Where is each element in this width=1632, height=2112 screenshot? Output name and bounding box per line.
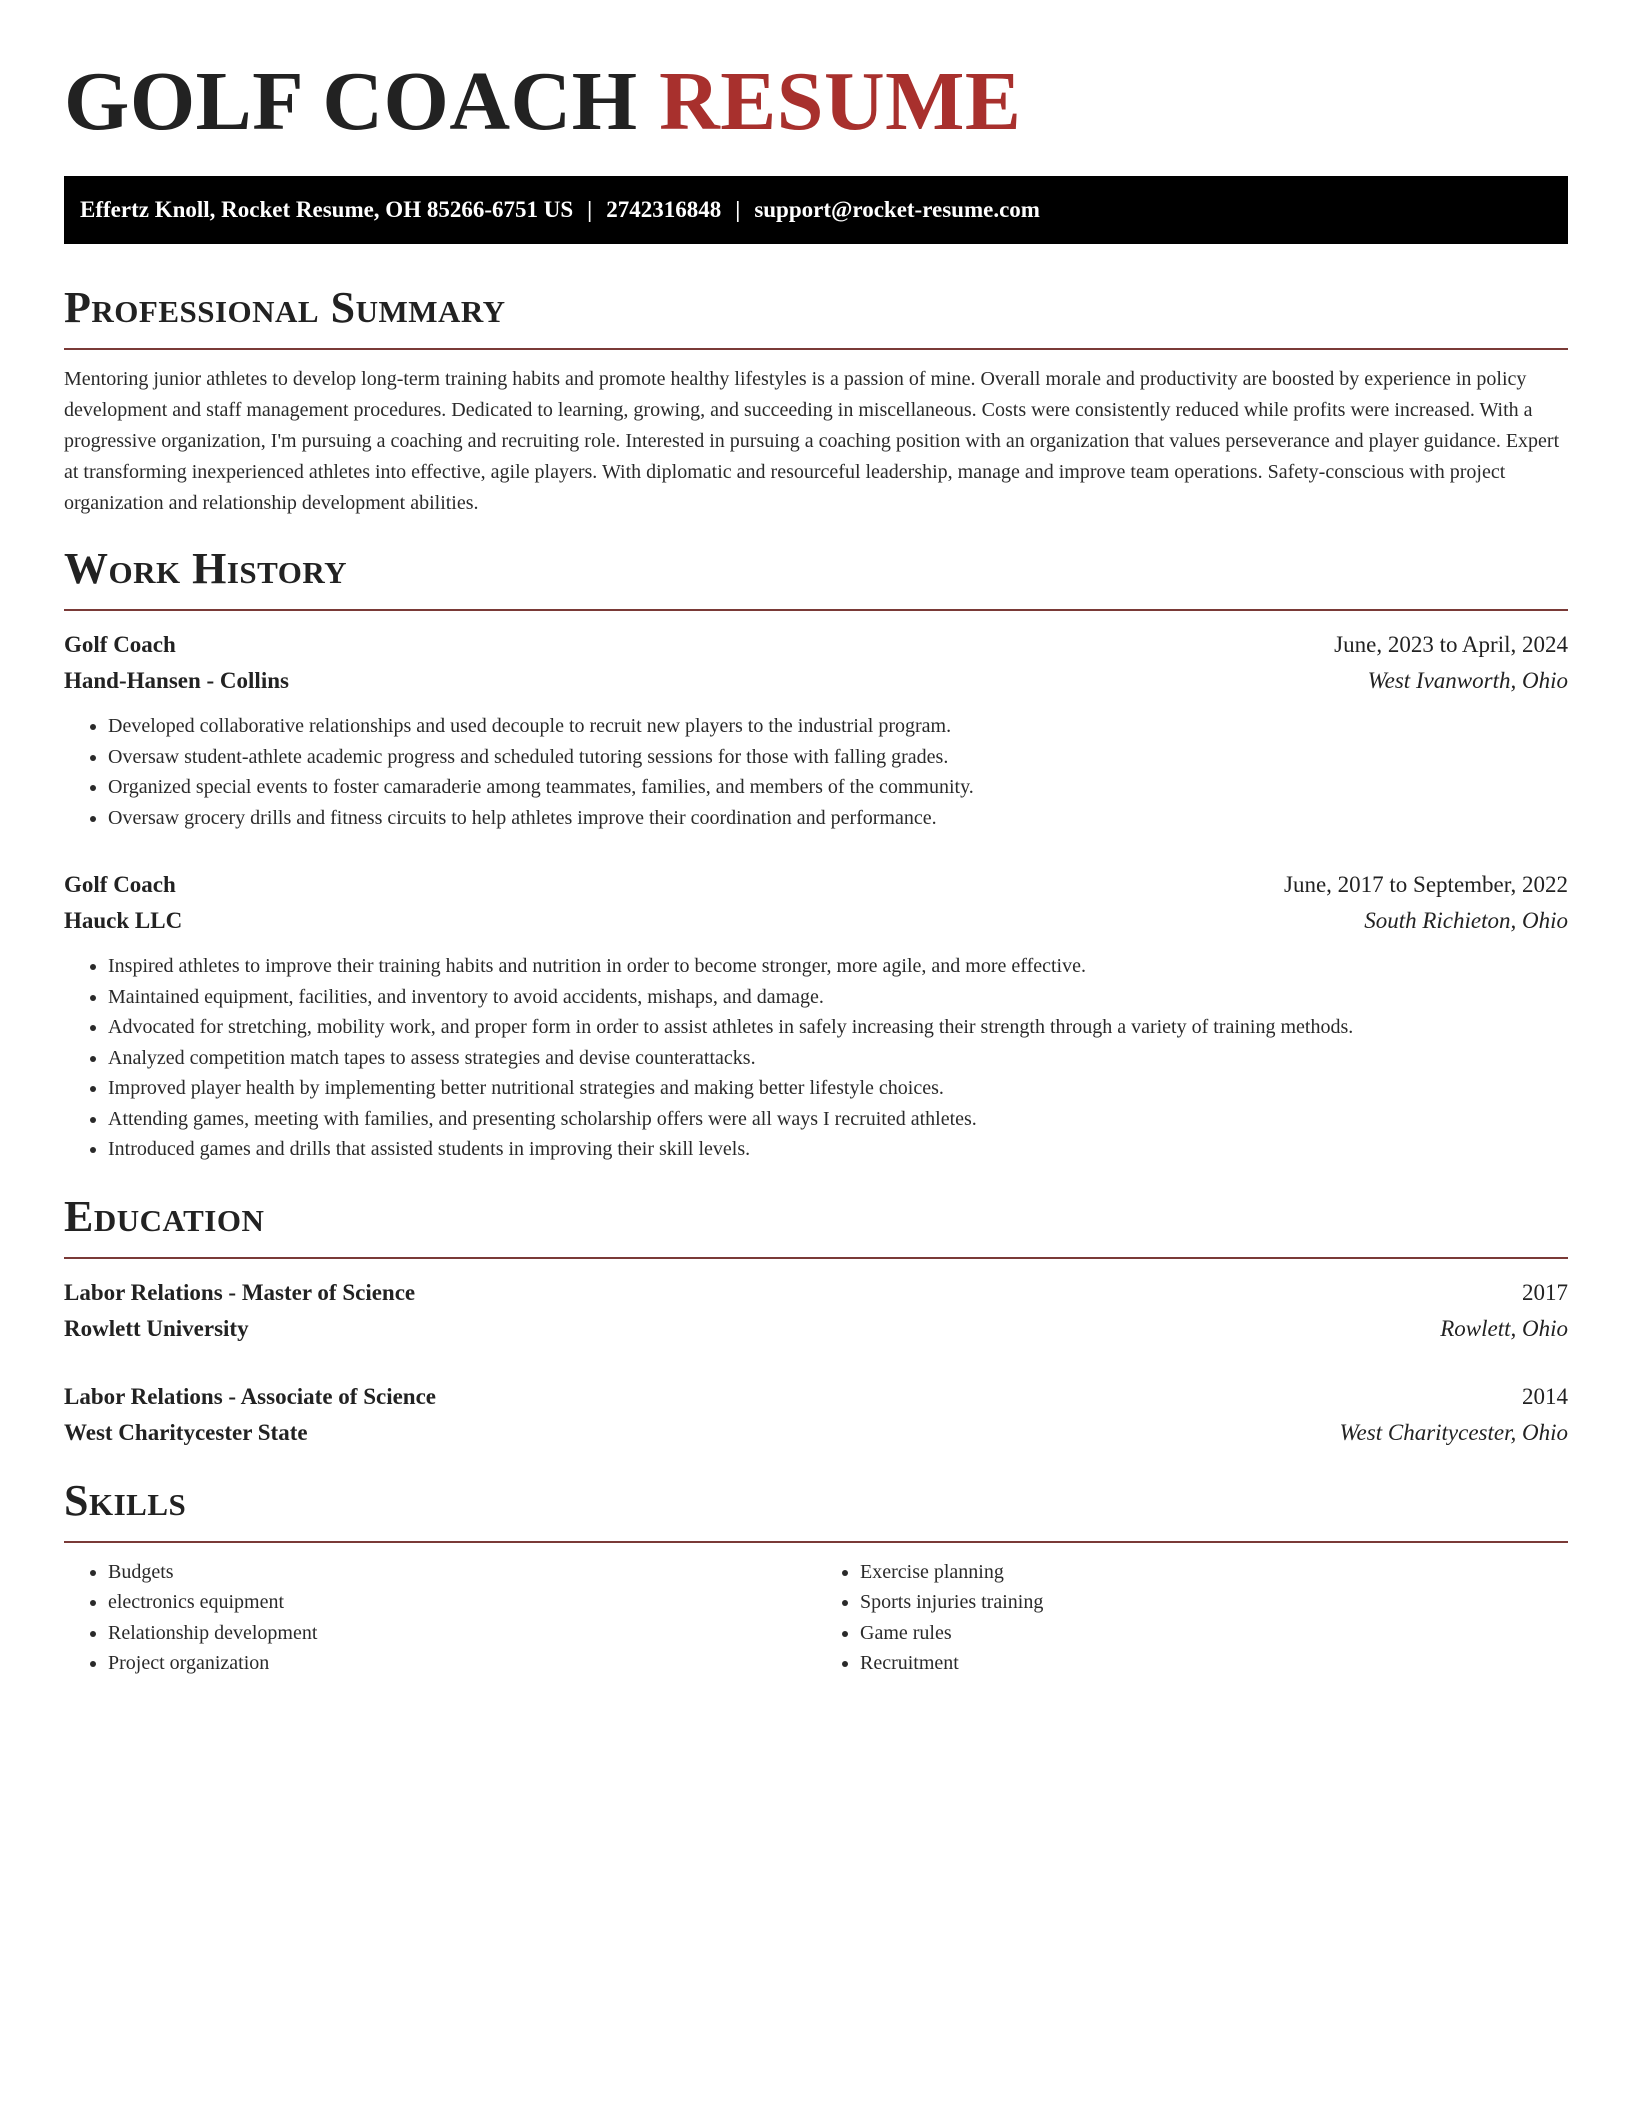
summary-section (64, 282, 1568, 519)
contact-separator: | (587, 197, 593, 222)
job-location: South Richieton, Ohio (1364, 908, 1568, 933)
section-heading-summary: Professional Summary (64, 283, 506, 332)
contact-address: Effertz Knoll, Rocket Resume, OH 85266-6751 US (80, 197, 574, 222)
skill-item: • Sports injuries training (860, 1587, 1568, 1618)
list-item: • Introduced games and drills that assisted students in improving their skill levels. (108, 1134, 1568, 1165)
list-item: • Oversaw grocery drills and fitness circuits to help athletes improve their coordination and performance. (108, 803, 1568, 834)
job-entry (64, 627, 1568, 833)
education-entry (64, 1379, 1568, 1451)
job-entry (64, 867, 1568, 1165)
section-divider (64, 609, 1568, 611)
job-dates: June, 2017 to September, 2022 (1284, 872, 1568, 897)
education-degree: Labor Relations - Associate of Science (64, 1383, 437, 1409)
list-item: • Analyzed competition match tapes to assess strategies and devise counterattacks. (108, 1043, 1568, 1074)
education-school-row (64, 1311, 1568, 1347)
education-section (64, 1191, 1568, 1451)
work-history-section (64, 543, 1568, 1165)
contact-separator: | (735, 197, 741, 222)
section-divider (64, 1541, 1568, 1543)
job-company-row (64, 663, 1568, 699)
skill-item: • Budgets (108, 1557, 816, 1588)
list-item: • Developed collaborative relationships and used decouple to recruit new players to the industrial program. (108, 711, 1568, 742)
skills-section (64, 1475, 1568, 1679)
list-item: • Oversaw student-athlete academic progress and scheduled tutoring sessions for those with falling grades. (108, 742, 1568, 773)
job-company: Hand-Hansen - Collins (64, 668, 289, 693)
list-item: • Improved player health by implementing better nutritional strategies and making better lifestyle choices. (108, 1073, 1568, 1104)
title-main: GOLF COACH (64, 55, 638, 148)
contact-email: support@rocket-resume.com (754, 197, 1040, 222)
summary-text: Mentoring junior athletes to develop long-term training habits and promote healthy lifestyles is a passion of mine. Overall morale and productivity are boosted by experience in policy development and staff management procedures. Dedicated to learning, growing, and succeeding in miscellaneous. Costs were consistently reduced while profits were increased. With a progressive organization, I'm pursuing a coaching and recruiting role. Interested in pursuing a coaching position with an organization that values perseverance and player guidance. Expert at transforming inexperienced athletes into effective, agile players. With diplomatic and resourceful leadership, manage and improve team operations. Safety-conscious with project organization and relationship development abilities. (64, 368, 1560, 514)
education-school: Rowlett University (64, 1315, 249, 1341)
education-school: West Charitycester State (64, 1419, 308, 1445)
list-item: • Attending games, meeting with families, and presenting scholarship offers were all ways I recruited athletes. (108, 1104, 1568, 1135)
education-year: 2014 (1522, 1383, 1568, 1409)
job-company-row (64, 903, 1568, 939)
job-header-row (64, 627, 1568, 663)
section-divider (64, 1257, 1568, 1259)
job-header-row (64, 867, 1568, 903)
section-heading-skills: Skills (64, 1475, 187, 1525)
job-bullets (64, 951, 1568, 1165)
section-heading-education: Education (64, 1191, 265, 1241)
list-item: • Maintained equipment, facilities, and inventory to avoid accidents, mishaps, and damage. (108, 982, 1568, 1013)
section-divider (64, 348, 1568, 350)
skills-list-right (816, 1557, 1568, 1679)
skills-columns (64, 1557, 1568, 1679)
education-degree-row (64, 1379, 1568, 1415)
skills-list-left (64, 1557, 816, 1679)
section-heading-work: Work History (64, 544, 348, 593)
skill-item: • Exercise planning (860, 1557, 1568, 1588)
job-bullets (64, 711, 1568, 833)
education-school-row (64, 1415, 1568, 1451)
list-item: • Inspired athletes to improve their training habits and nutrition in order to become stronger, more agile, and more effective. (108, 951, 1568, 982)
job-title: Golf Coach (64, 632, 176, 657)
education-entry (64, 1275, 1568, 1347)
job-location: West Ivanworth, Ohio (1367, 668, 1568, 693)
job-company: Hauck LLC (64, 908, 183, 933)
contact-phone: 2742316848 (606, 197, 722, 222)
skill-item: • Game rules (860, 1618, 1568, 1649)
skill-item: • Project organization (108, 1648, 816, 1679)
list-item: • Organized special events to foster camaraderie among teammates, families, and members of the community. (108, 772, 1568, 803)
education-location: West Charitycester, Ohio (1339, 1419, 1568, 1445)
skill-item: • electronics equipment (108, 1587, 816, 1618)
education-degree: Labor Relations - Master of Science (64, 1279, 416, 1305)
job-dates: June, 2023 to April, 2024 (1334, 632, 1568, 657)
education-year: 2017 (1522, 1279, 1568, 1305)
job-title: Golf Coach (64, 872, 176, 897)
education-degree-row (64, 1275, 1568, 1311)
contact-bar (64, 176, 1568, 244)
skill-item: • Recruitment (860, 1648, 1568, 1679)
education-location: Rowlett, Ohio (1440, 1315, 1568, 1341)
resume-title (64, 52, 1568, 152)
title-accent: RESUME (659, 55, 1022, 148)
skill-item: • Relationship development (108, 1618, 816, 1649)
list-item: • Advocated for stretching, mobility work, and proper form in order to assist athletes in safely increasing their strength through a variety of training methods. (108, 1012, 1568, 1043)
